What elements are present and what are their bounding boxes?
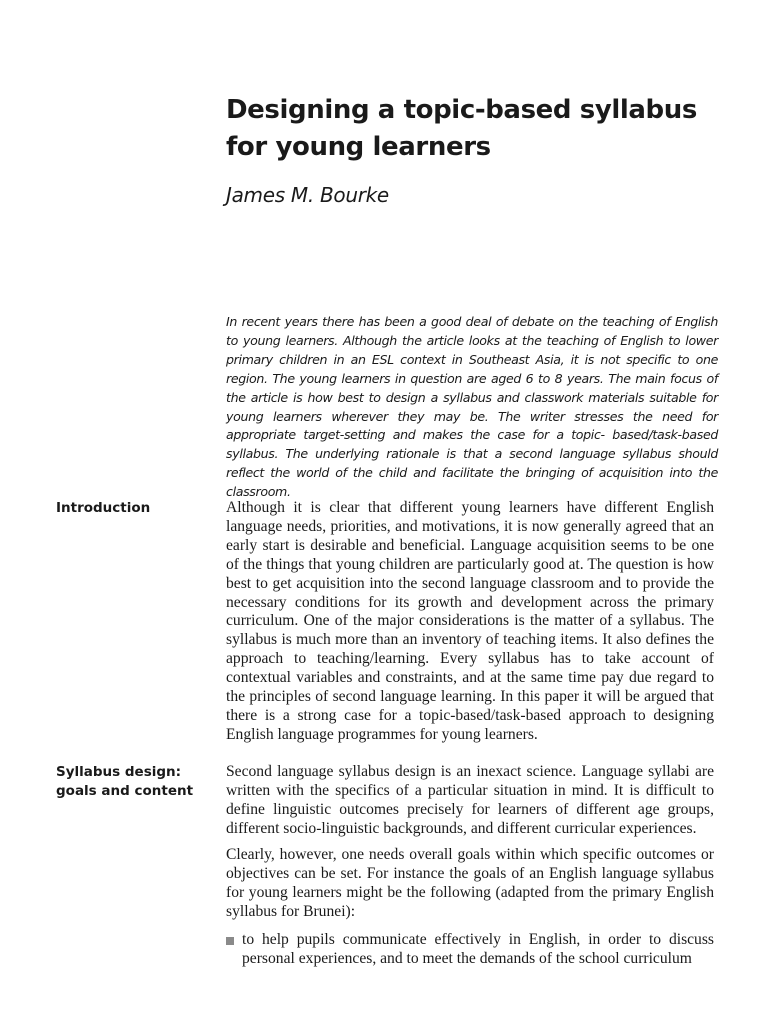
list-item-text: to help pupils communicate effectively in English, in order to discuss personal experiences, and to meet the demands of the school curriculum [242, 931, 714, 967]
section-heading-introduction: Introduction [56, 500, 151, 516]
article-title-line-2: for young learners [226, 132, 491, 162]
section-heading-syllabus-design-line-2: goals and content [56, 783, 194, 799]
section-heading-syllabus-design [56, 763, 206, 801]
list-item [226, 931, 714, 969]
syllabus-design-paragraph-1: Second language syllabus design is an inexact science. Language syllabi are written with the specifics of a particular situation in mind. It is difficult to define linguistic outcomes precisely for learners of different age groups, different socio-linguistic backgrounds, and different curricular experiences. [226, 763, 714, 837]
section-heading-syllabus-design-line-1: Syllabus design: [56, 764, 182, 780]
square-bullet-icon [226, 937, 234, 945]
article-abstract: In recent years there has been a good deal of debate on the teaching of English to young learners. Although the article looks at the teaching of English to lower primary children in an ESL context in Southeast Asia, it is not specific to one region. The young learners in question are aged 6 to 8 years. The main focus of the article is how best to design a syllabus and classwork materials suitable for young learners wherever they may be. The writer stresses the need for appropriate target-setting and makes the case for a topic- based/task-based syllabus. The underlying rationale is that a second language syllabus should reflect the world of the child and facilitate the bringing of acquisition into the classroom. [226, 314, 718, 500]
article-author: James M. Bourke [226, 183, 389, 207]
syllabus-design-paragraph-2: Clearly, however, one needs overall goals within which specific outcomes or objectives can be set. For instance the goals of an English language syllabus for young learners might be the following (adapted from the primary English syllabus for Brunei): [226, 846, 714, 920]
article-title [226, 92, 746, 166]
article-title-line-1: Designing a topic-based syllabus [226, 95, 697, 125]
introduction-paragraph: Although it is clear that different young learners have different English language needs, priorities, and motivations, it is now generally agreed that an early start is desirable and beneficial. Language acquisition seems to be one of the things that young children are particularly good at. The question is how best to get acquisition into the second language classroom and to provide the necessary conditions for its growth and development across the primary curriculum. One of the major considerations is the matter of a syllabus. The syllabus is much more than an inventory of teaching items. It also defines the approach to teaching/learning. Every syllabus has to take account of contextual variables and constraints, and at the same time pay due regard to the principles of second language learning. In this paper it will be argued that there is a strong case for a topic-based/task-based approach to designing English language programmes for young learners. [226, 499, 714, 743]
syllabus-goals-list [226, 931, 714, 969]
